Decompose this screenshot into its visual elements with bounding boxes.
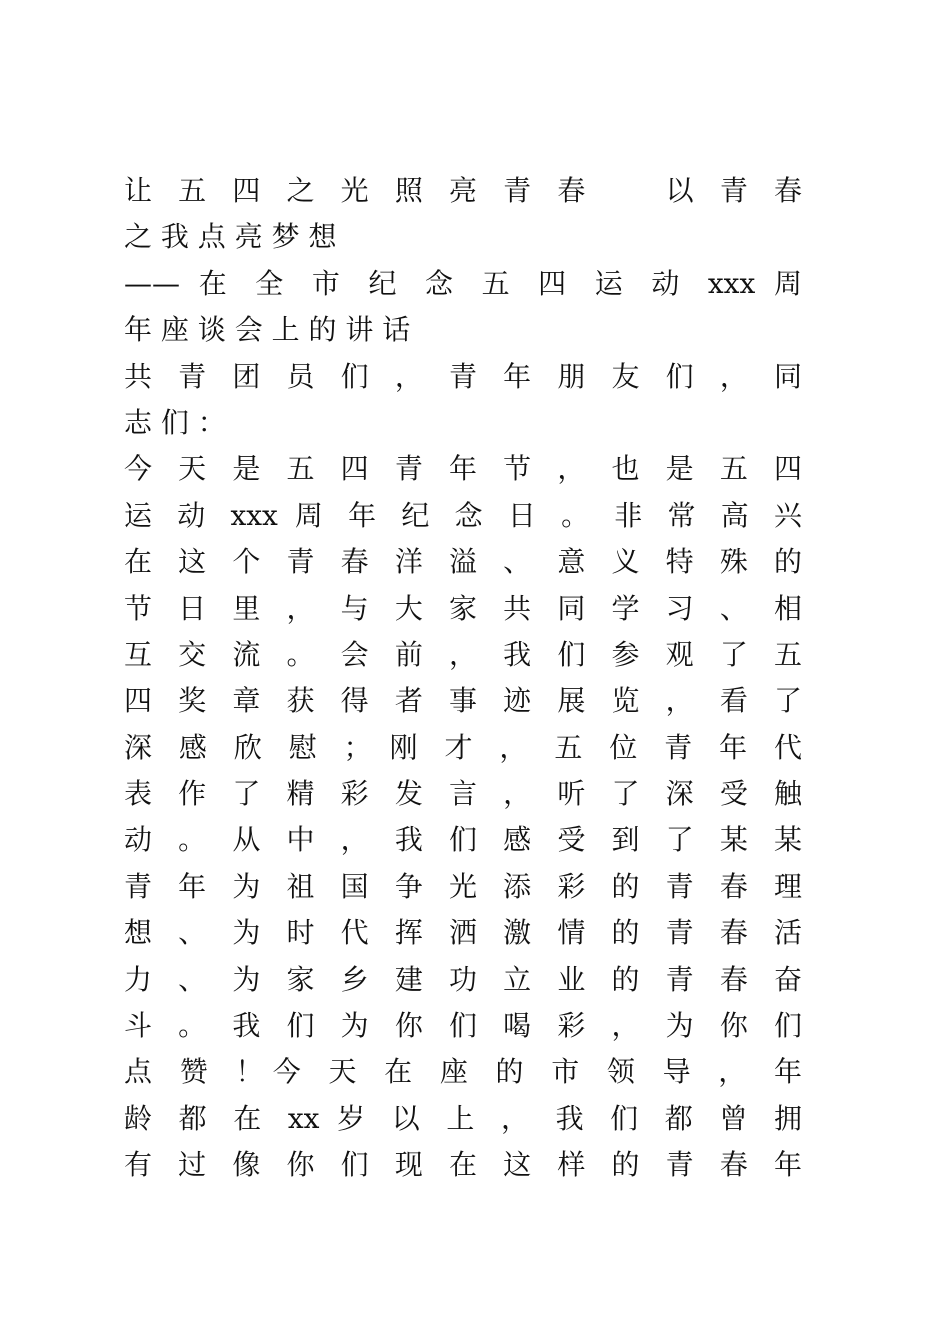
paragraph-line: 青 年 为 祖 国 争 光 添 彩 的 青 春 理 [124, 869, 802, 903]
salutation-line-1: 共 青 团 员 们 ， 青 年 朋 友 们 ， 同 [124, 359, 802, 393]
paragraph-line: 互 交 流 。 会 前 ， 我 们 参 观 了 五 [124, 637, 802, 671]
paragraph-line: 今 天 是 五 四 青 年 节 ， 也 是 五 四 [124, 452, 802, 486]
paragraph-line: 力 、 为 家 乡 建 功 立 业 的 青 春 奋 [124, 962, 802, 996]
subtitle-line-2: 年 座 谈 会 上 的 讲 话 [124, 313, 411, 347]
paragraph-line: 点 赞 ！今 天 在 座 的 市 领 导 ， 年 [124, 1055, 802, 1089]
salutation-line-2: 志 们 ： [124, 405, 226, 439]
paragraph-line: 四 奖 章 获 得 者 事 迹 展 览 ， 看 了 [124, 684, 802, 718]
paragraph-line: 想 、 为 时 代 挥 洒 激 情 的 青 春 活 [124, 916, 802, 950]
paragraph-line: 龄 都 在 xx 岁 以 上 ， 我 们 都 曾 拥 [124, 1101, 802, 1135]
paragraph-line: 动 。 从 中 ， 我 们 感 受 到 了 某 某 [124, 823, 802, 857]
paragraph-line: 在 这 个 青 春 洋 溢 、 意 义 特 殊 的 [124, 545, 802, 579]
paragraph-line: 深 感 欣 慰 ； 刚 才 ， 五 位 青 年 代 [124, 730, 802, 764]
subtitle-line-1: —— 在 全 市 纪 念 五 四 运 动 xxx 周 [124, 266, 802, 300]
paragraph-line: 节 日 里 ， 与 大 家 共 同 学 习 、 相 [124, 591, 802, 625]
title-line-2: 之 我 点 亮 梦 想 [124, 220, 337, 254]
paragraph-line: 斗 。 我 们 为 你 们 喝 彩 ， 为 你 们 [124, 1009, 802, 1043]
title-line-1: 让 五 四 之 光 照 亮 青 春 以 青 春 [124, 174, 802, 207]
body-text [124, 168, 802, 1189]
paragraph-line: 运 动 xxx 周 年 纪 念 日 。 非 常 高 兴 [124, 498, 802, 532]
paragraph-line: 表 作 了 精 彩 发 言 ， 听 了 深 受 触 [124, 777, 802, 811]
paragraph-line: 有 过 像 你 们 现 在 这 样 的 青 春 年 [124, 1148, 802, 1182]
